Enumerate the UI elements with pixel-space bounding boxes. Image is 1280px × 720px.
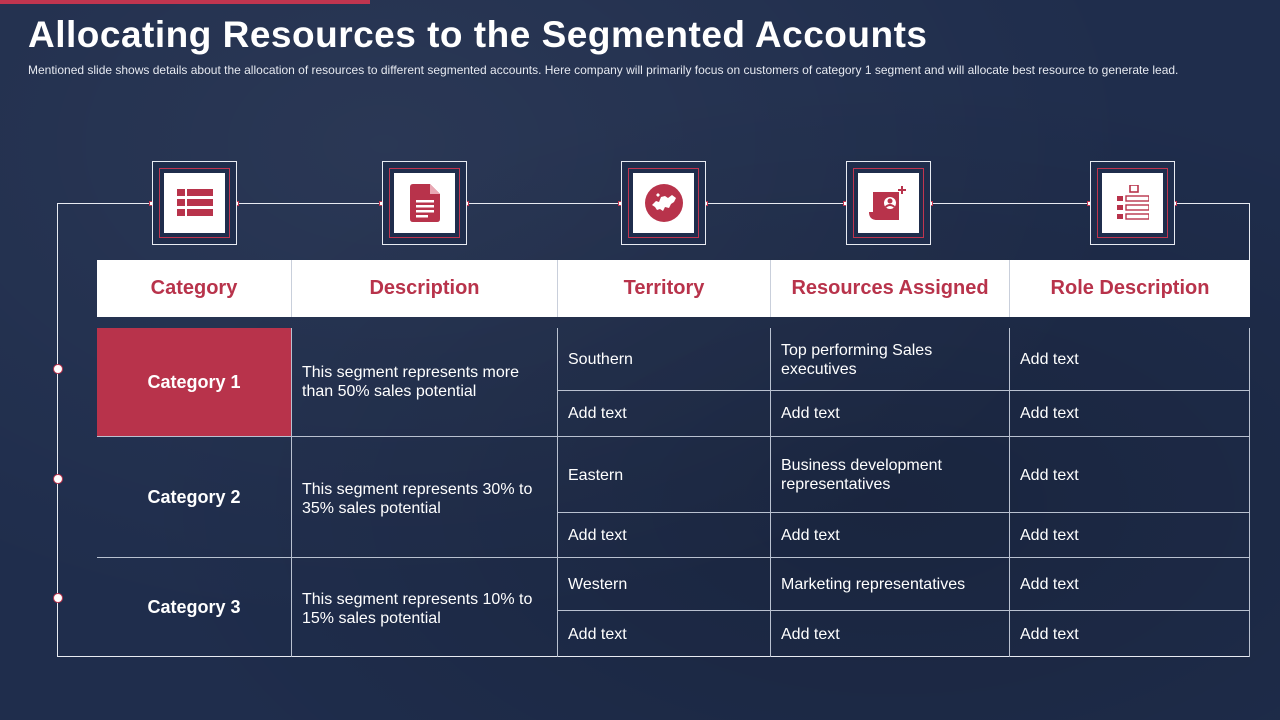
description-cell-3: This segment represents 10% to 15% sales potential [302,591,533,627]
role-cell: Add text [1020,576,1079,593]
header-territory: Territory [623,277,705,299]
territory-cell: Eastern [568,467,624,484]
icon-box-category [152,161,237,245]
territory-cell: Western [568,576,628,593]
territory-cell: Add text [568,526,627,544]
category-cell-3: Category 3 [147,597,241,617]
user-profile-icon [869,184,909,222]
icon-box-role [1090,161,1175,245]
resources-cell: Add text [781,625,840,643]
page-subtitle: Mentioned slide shows details about the allocation of resources to different segmented accounts. Here company will primarily focus on customers of category 1 segment and will allocate best resource to generate lead. [28,63,1179,77]
resources-cell: Top performing Sales executives [781,342,933,378]
resources-cell: Marketing representatives [781,576,966,593]
role-cell: Add text [1020,405,1079,422]
timeline-dot [53,474,63,484]
resource-allocation-table [97,260,1250,657]
document-icon [410,184,440,222]
page-title: Allocating Resources to the Segmented Accounts [28,14,928,55]
territory-cell: Add text [568,625,627,643]
role-cell: Add text [1020,526,1079,544]
timeline-dot [53,364,63,374]
header-description: Description [369,277,480,299]
category-cell-2: Category 2 [147,486,241,507]
territory-cell: Southern [568,350,633,368]
icon-box-territory [621,161,706,245]
table-header-row [97,260,1250,317]
territory-cell: Add text [568,405,627,422]
icon-box-resources [846,161,931,245]
role-cell: Add text [1020,467,1079,484]
list-icon [177,189,213,217]
connector-right [1249,203,1250,261]
header-resources-assigned: Resources Assigned [791,277,989,299]
resources-cell: Add text [781,405,840,422]
description-cell-2: This segment represents 30% to 35% sales potential [302,481,533,517]
connector-left [57,203,58,657]
header-role-description: Role Description [1050,277,1210,299]
header-category: Category [150,277,238,299]
timeline-dot [53,593,63,603]
description-cell-1: This segment represents more than 50% sales potential [302,364,519,400]
resources-cell: Add text [781,526,840,544]
icon-box-description [382,161,467,245]
checklist-icon [1117,185,1149,221]
top-accent-bar [0,0,370,4]
role-cell: Add text [1020,625,1079,643]
role-cell: Add text [1020,350,1079,368]
category-cell-1: Category 1 [97,328,291,436]
resources-cell: Business development representatives [781,457,942,493]
europe-map-icon [644,183,684,223]
